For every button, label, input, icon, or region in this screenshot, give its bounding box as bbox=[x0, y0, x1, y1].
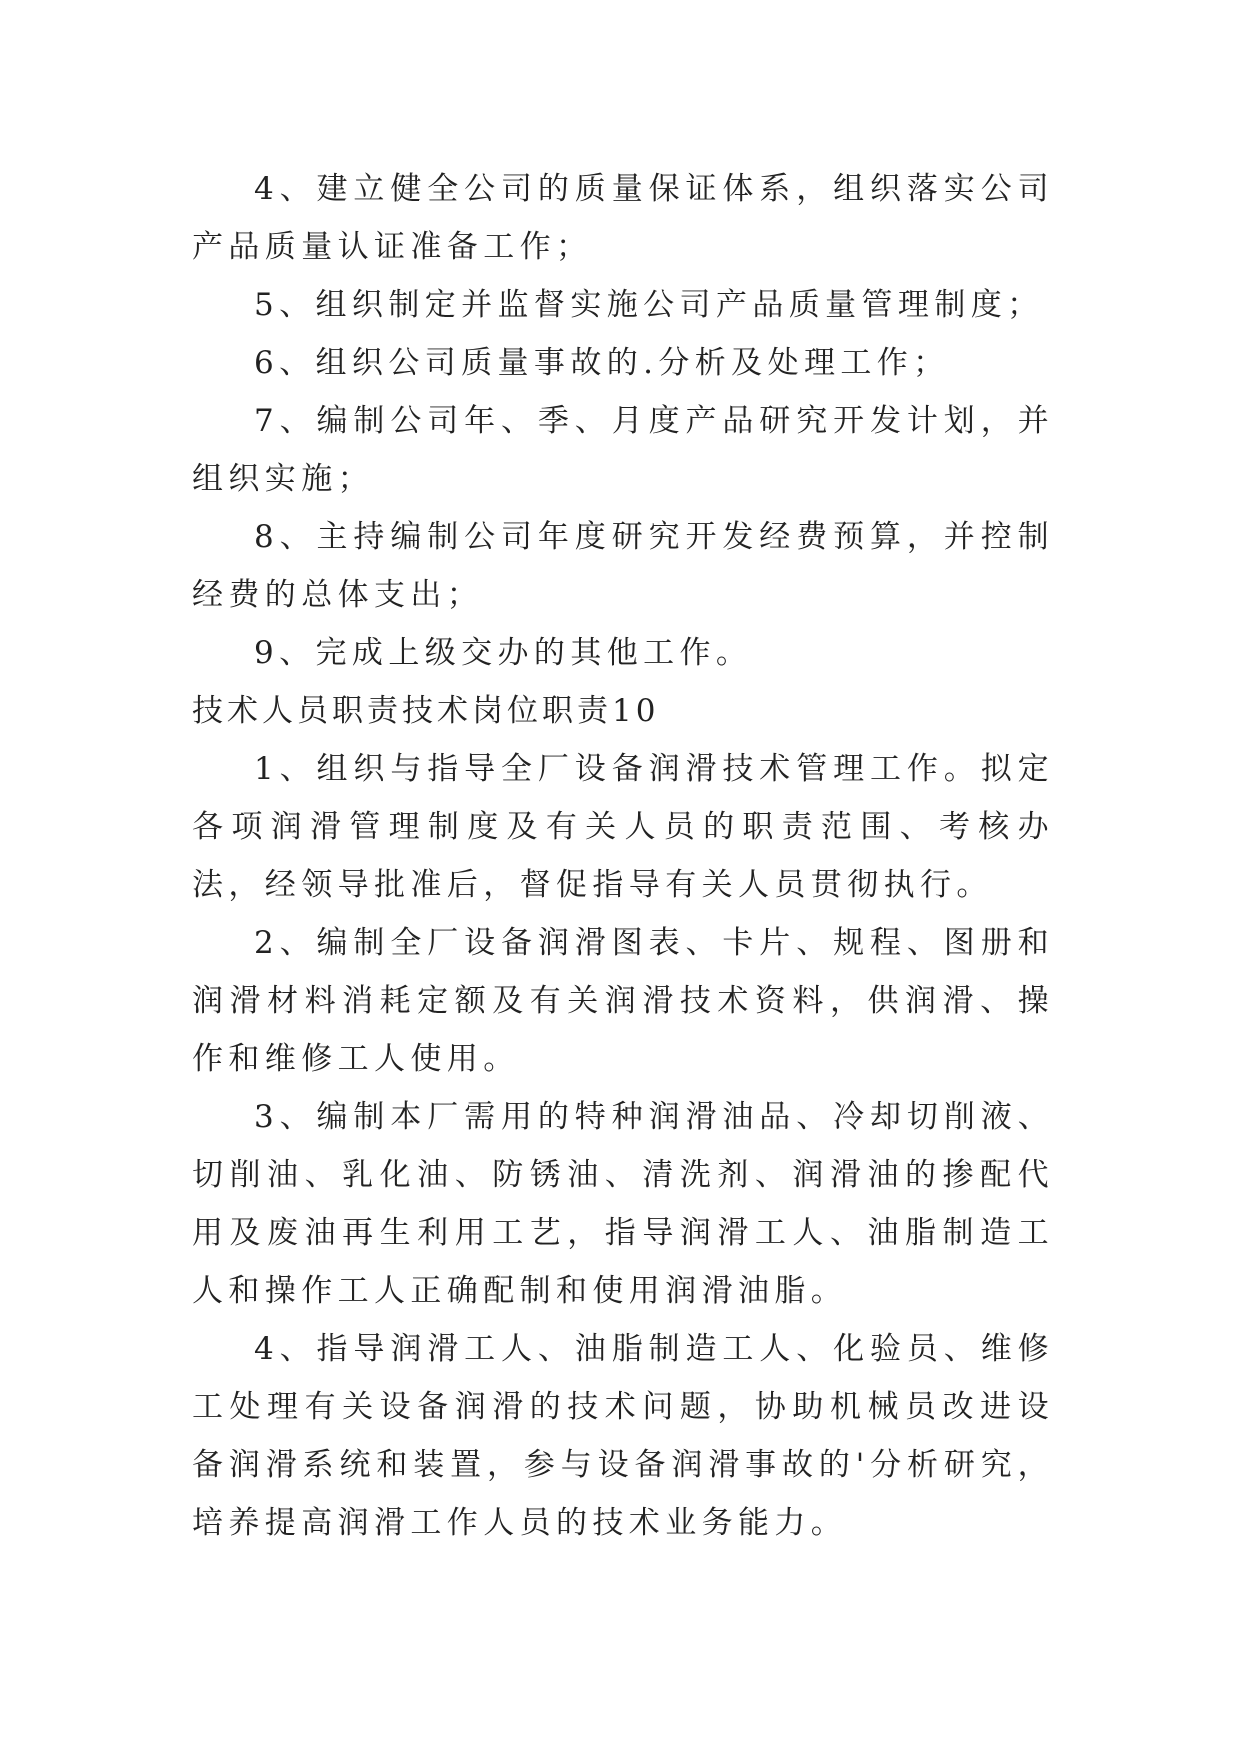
paragraph-lubrication-management: 1、组织与指导全厂设备润滑技术管理工作。拟定各项润滑管理制度及有关人员的职责范围、考核办法，经领导批准后，督促指导有关人员贯彻执行。 bbox=[192, 751, 1054, 903]
paragraph-accident-analysis: 6、组织公司质量事故的.分析及处理工作； bbox=[254, 345, 950, 381]
paragraph-special-oils: 3、编制本厂需用的特种润滑油品、冷却切削液、切削油、乳化油、防锈油、清洗剂、润滑油的掺配代用及废油再生利用工艺，指导润滑工人、油脂制造工人和操作工人正确配制和使用润滑油脂。 bbox=[192, 1099, 1054, 1309]
paragraph-quality-rules: 5、组织制定并监督实施公司产品质量管理制度； bbox=[254, 287, 1044, 323]
paragraph-other-tasks: 9、完成上级交办的其他工作。 bbox=[254, 635, 753, 671]
paragraph-rd-plan: 7、编制公司年、季、月度产品研究开发计划，并组织实施； bbox=[192, 403, 1054, 497]
paragraph-technical-guidance: 4、指导润滑工人、油脂制造工人、化验员、维修工处理有关设备润滑的技术问题，协助机械员改进设备润滑系统和装置，参与设备润滑事故的'分析研究，培养提高润滑工作人员的技术业务能力。 bbox=[192, 1331, 1054, 1541]
paragraph-rd-budget: 8、主持编制公司年度研究开发经费预算，并控制经费的总体支出； bbox=[192, 519, 1054, 613]
section-heading: 技术人员职责技术岗位职责10 bbox=[192, 693, 660, 729]
paragraph-lubrication-charts: 2、编制全厂设备润滑图表、卡片、规程、图册和润滑材料消耗定额及有关润滑技术资料，供润滑、操作和维修工人使用。 bbox=[192, 925, 1054, 1077]
document-page bbox=[192, 160, 1054, 1552]
paragraph-quality-system: 4、建立健全公司的质量保证体系，组织落实公司产品质量认证准备工作； bbox=[192, 171, 1054, 265]
